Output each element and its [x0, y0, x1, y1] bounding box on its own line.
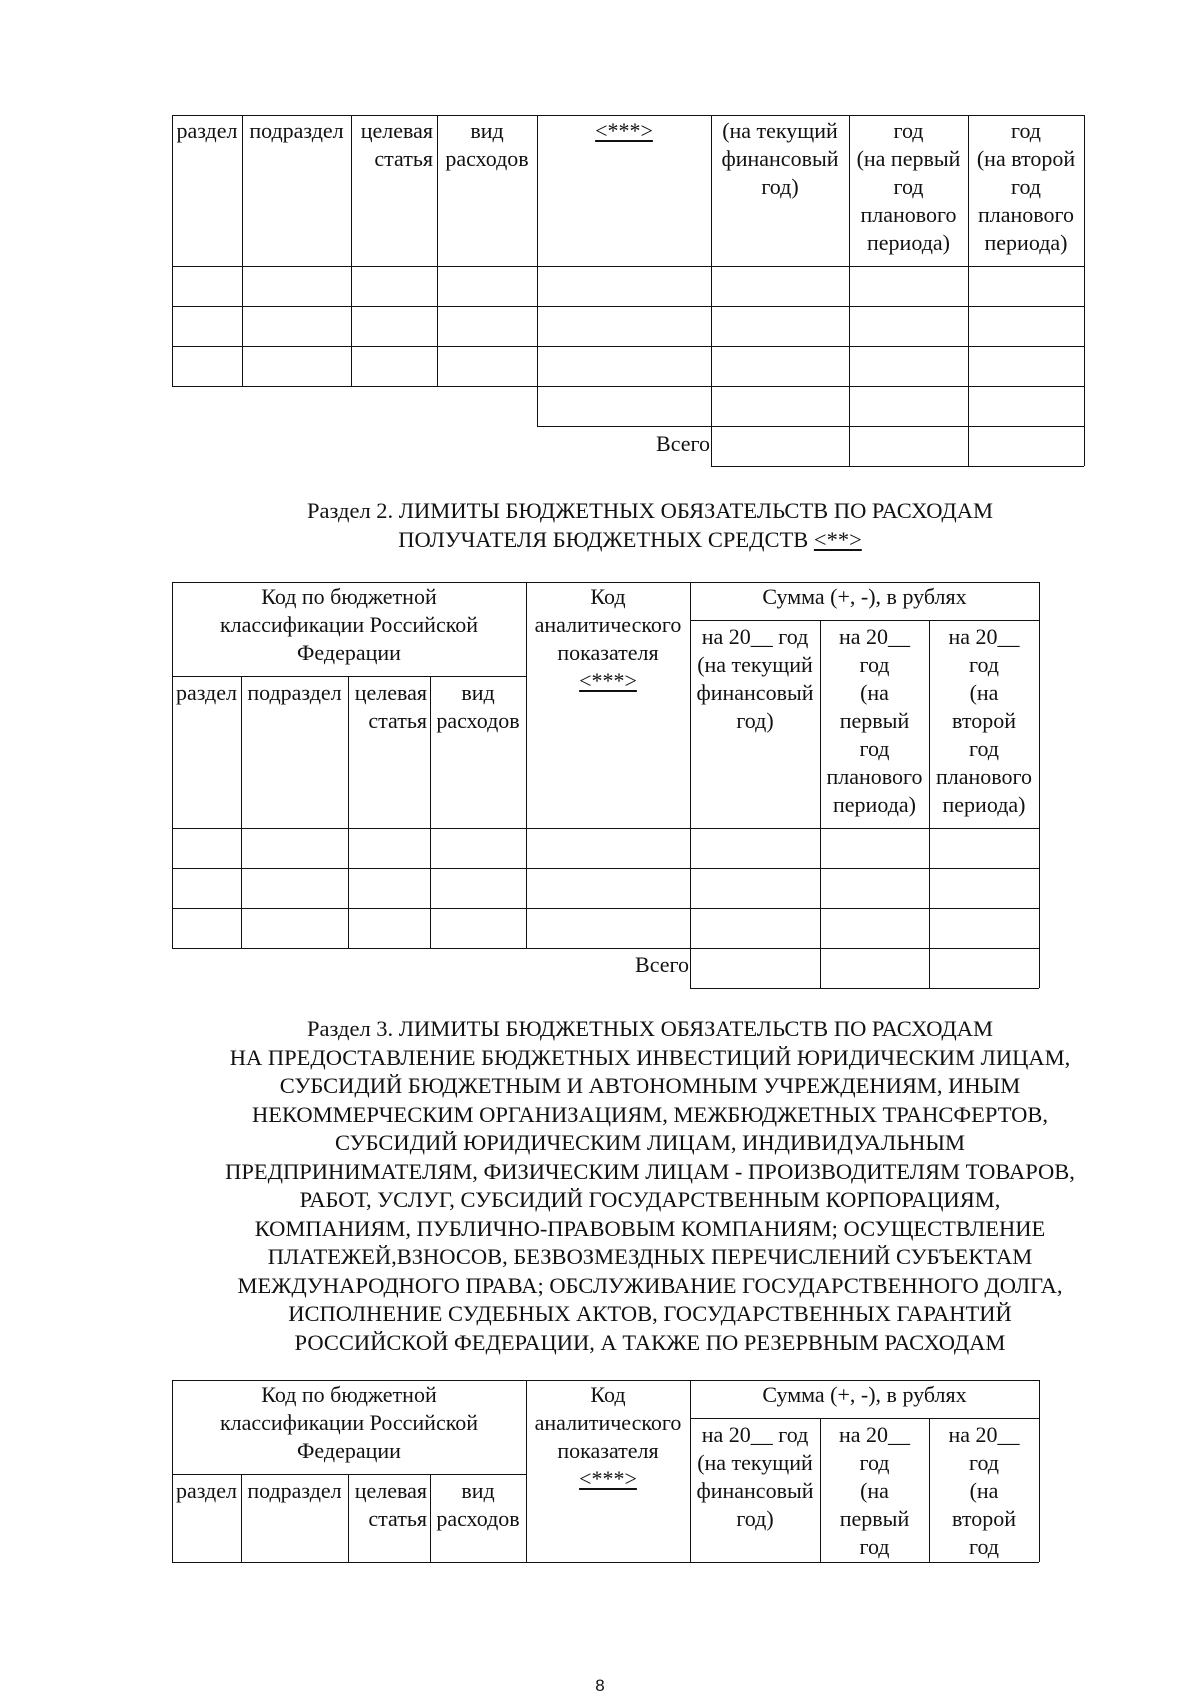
table2-header-vid: вид расходов	[436, 680, 520, 733]
section2-title-line2-text: ПОЛУЧАТЕЛЯ БЮДЖЕТНЫХ СРЕДСТВ	[398, 526, 814, 552]
table2-header-analytic-note: <***>	[579, 668, 637, 693]
table3-header-podrazdel: подраздел	[247, 1478, 342, 1503]
table3-header-code: Код по бюджетной классификации Российской Федерации	[219, 1382, 479, 1463]
table3-header-analytic-note: <***>	[579, 1466, 637, 1491]
section3-title-line: РАБОТ, УСЛУГ, СУБСИДИЙ ГОСУДАРСТВЕННЫМ КОРПОРАЦИЯМ,	[299, 1187, 1001, 1212]
table3-header-plan2: на 20__ год (на второй год	[948, 1422, 1020, 1559]
section3-title-line: НЕКОММЕРЧЕСКИМ ОРГАНИЗАЦИЯМ, МЕЖБЮДЖЕТНЫХ ТРАНСФЕРТОВ,	[251, 1101, 1049, 1127]
table2-total-label: Всего	[635, 952, 689, 977]
section3-title-line: Раздел 3. ЛИМИТЫ БЮДЖЕТНЫХ ОБЯЗАТЕЛЬСТВ ПО РАСХОДАМ	[307, 1016, 993, 1041]
table3-header-razdel: раздел	[176, 1478, 237, 1503]
table2-header-sum: Сумма (+, -), в рублях	[762, 584, 967, 609]
table2-header-current: на 20__ год (на текущий финансовый год)	[696, 624, 814, 733]
section3-title-line: НА ПРЕДОСТАВЛЕНИЕ БЮДЖЕТНЫХ ИНВЕСТИЦИЙ ЮРИДИЧЕСКИМ ЛИЦАМ,	[229, 1044, 1071, 1070]
section2-title-line2	[170, 526, 1130, 555]
table1-header-razdel: раздел	[176, 118, 238, 143]
table1-header-note: <***>	[595, 118, 653, 143]
section2-title	[170, 497, 1130, 554]
table1-header-podrazdel: подраздел	[249, 118, 344, 143]
table3-header-celevaya: целевая статья	[354, 1478, 427, 1531]
section3-title	[170, 1015, 1130, 1357]
section3-title-line: СУБСИДИЙ ЮРИДИЧЕСКИМ ЛИЦАМ, ИНДИВИДУАЛЬНЫМ	[334, 1130, 966, 1155]
section3-title-line: РОССИЙСКОЙ ФЕДЕРАЦИИ, А ТАКЖЕ ПО РЕЗЕРВНЫМ РАСХОДАМ	[294, 1329, 1006, 1355]
table3-header-analytic: Код аналитического показателя	[534, 1382, 682, 1463]
table2-header-razdel: раздел	[176, 680, 237, 705]
table2-header-plan1: на 20__ год (на первый год планового периода)	[826, 624, 923, 817]
section3-title-line: СУБСИДИЙ БЮДЖЕТНЫМ И АВТОНОМНЫМ УЧРЕЖДЕНИЯМ, ИНЫМ	[279, 1073, 1021, 1098]
section3-title-line: ПРЕДПРИНИМАТЕЛЯМ, ФИЗИЧЕСКИМ ЛИЦАМ - ПРОИЗВОДИТЕЛЯМ ТОВАРОВ,	[225, 1158, 1075, 1184]
table3-header-plan1: на 20__ год (на первый год	[838, 1422, 911, 1559]
table1-header-current-year: (на текущий финансовый год)	[721, 118, 839, 199]
section3-title-line: КОМПАНИЯМ, ПУБЛИЧНО-ПРАВОВЫМ КОМПАНИЯМ; ОСУЩЕСТВЛЕНИЕ	[254, 1215, 1046, 1241]
table3-header-sum: Сумма (+, -), в рублях	[762, 1382, 967, 1407]
table3-header-vid: вид расходов	[436, 1478, 520, 1531]
section3-title-line: МЕЖДУНАРОДНОГО ПРАВА; ОБСЛУЖИВАНИЕ ГОСУДАРСТВЕННОГО ДОЛГА,	[237, 1272, 1063, 1298]
table3-header-current: на 20__ год (на текущий финансовый год)	[696, 1422, 814, 1531]
section3-title-line: ИСПОЛНЕНИЕ СУДЕБНЫХ АКТОВ, ГОСУДАРСТВЕННЫХ ГАРАНТИЙ	[288, 1301, 1012, 1326]
table1-header-vid: вид расходов	[445, 118, 529, 171]
page-number: 8	[595, 1676, 605, 1695]
section2-title-note: <**>	[813, 526, 862, 552]
table2-header-plan2: на 20__ год (на второй год планового периода)	[935, 624, 1032, 817]
section2-title-line1: Раздел 2. ЛИМИТЫ БЮДЖЕТНЫХ ОБЯЗАТЕЛЬСТВ ПО РАСХОДАМ	[307, 498, 993, 523]
table1-header-plan-year2: год (на второй год планового периода)	[976, 118, 1076, 255]
table2-header-podrazdel: подраздел	[247, 680, 342, 705]
section3-title-line: ПЛАТЕЖЕЙ,ВЗНОСОВ, БЕЗВОЗМЕЗДНЫХ ПЕРЕЧИСЛЕНИЙ СУБЪЕКТАМ	[267, 1244, 1033, 1269]
table1-header-celevaya: целевая статья	[360, 118, 433, 171]
table2-header-code: Код по бюджетной классификации Российской Федерации	[219, 584, 479, 665]
table2-header-analytic: Код аналитического показателя	[534, 584, 682, 665]
table1-total-label: Всего	[656, 431, 710, 456]
table2-header-celevaya: целевая статья	[354, 680, 427, 733]
table1-header-plan-year1: год (на первый год планового периода)	[856, 118, 961, 255]
